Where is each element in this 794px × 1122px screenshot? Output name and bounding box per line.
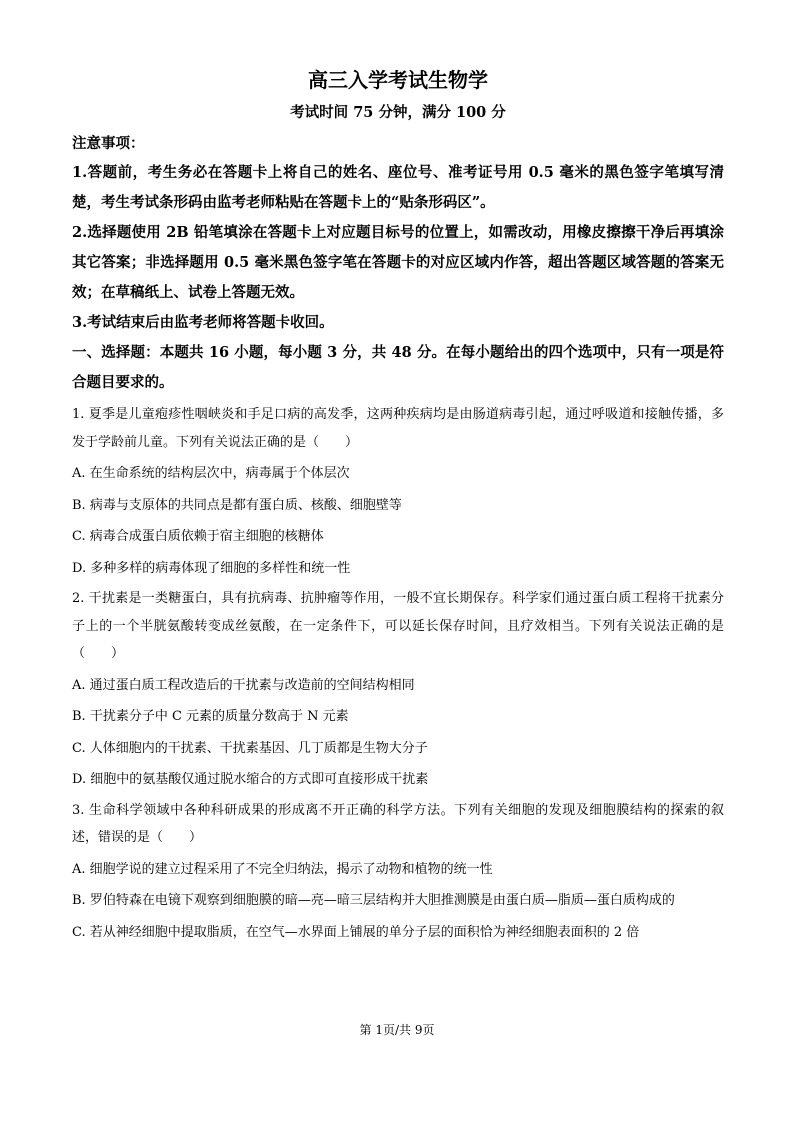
notice-heading: 注意事项：	[72, 135, 145, 152]
question-3	[72, 797, 724, 947]
question-stem: 2. 干扰素是一类糖蛋白，具有抗病毒、抗肿瘤等作用，一般不宜长期保存。科学家们通过蛋白质工程将干扰素分子上的一个半胱氨酸转变成丝氨酸，在一定条件下，可以延长保存时间，且疗效相当。下列有关说法正确的是（ ）	[72, 591, 724, 661]
question-stem: 3. 生命科学领域中各种科研成果的形成离不开正确的科学方法。下列有关细胞的发现及细胞膜结构的探索的叙述，错误的是（ ）	[72, 802, 724, 845]
notice-item-3: 3.考试结束后由监考老师将答题卡收回。	[72, 314, 334, 331]
option-a: A. 细胞学说的建立过程采用了不完全归纳法，揭示了动物和植物的统一性	[72, 861, 493, 877]
exam-page	[72, 66, 724, 946]
exam-subtitle: 考试时间 75 分钟，满分 100 分	[290, 104, 506, 121]
option-d: D. 多种多样的病毒体现了细胞的多样性和统一性	[72, 560, 351, 576]
page-number: 第 1页/共 9页	[359, 1023, 435, 1037]
option-a: A. 通过蛋白质工程改造后的干扰素与改造前的空间结构相同	[72, 677, 415, 693]
notice-item-2: 2.选择题使用 2B 铅笔填涂在答题卡上对应题目标号的位置上，如需改动，用橡皮擦擦干净后再填涂其它答案；非选择题用 0.5 毫米黑色签字笔在答题卡的对应区域内作答，超出答题区域答题的答案无效；在草稿纸上、试卷上答题无效。	[72, 224, 724, 301]
option-c: C. 若从神经细胞中提取脂质，在空气—水界面上铺展的单分子层的面积恰为神经细胞表面积的 2 倍	[72, 924, 640, 940]
notice-item-1: 1.答题前，考生务必在答题卡上将自己的姓名、座位号、准考证号用 0.5 毫米的黑色签字笔填写清楚，考生考试条形码由监考老师粘贴在答题卡上的“贴条形码区”。	[72, 164, 724, 211]
section-heading: 一、选择题：本题共 16 小题，每小题 3 分，共 48 分。在每小题给出的四个选项中，只有一项是符合题目要求的。	[72, 344, 724, 391]
option-d: D. 细胞中的氨基酸仅通过脱水缩合的方式即可直接形成干扰素	[72, 772, 429, 787]
question-stem: 1. 夏季是儿童疱疹性咽峡炎和手足口病的高发季，这两种疾病均是由肠道病毒引起，通过呼吸道和接触传播，多发于学龄前儿童。下列有关说法正确的是（ ）	[72, 407, 724, 450]
option-b: B. 病毒与支原体的共同点是都有蛋白质、核酸、细胞壁等	[72, 497, 402, 513]
option-b: B. 干扰素分子中 C 元素的质量分数高于 N 元素	[72, 709, 349, 724]
option-a: A. 在生命系统的结构层次中，病毒属于个体层次	[72, 466, 350, 481]
option-c: C. 病毒合成蛋白质依赖于宿主细胞的核糖体	[72, 529, 324, 544]
question-1	[72, 401, 724, 582]
question-2	[72, 585, 724, 794]
exam-title: 高三入学考试生物学	[308, 68, 488, 92]
option-c: C. 人体细胞内的干扰素、干扰素基因、几丁质都是生物大分子	[72, 740, 428, 756]
option-b: B. 罗伯特森在电镜下观察到细胞膜的暗—亮—暗三层结构并大胆推测膜是由蛋白质—脂质—蛋白质构成的	[72, 893, 675, 908]
